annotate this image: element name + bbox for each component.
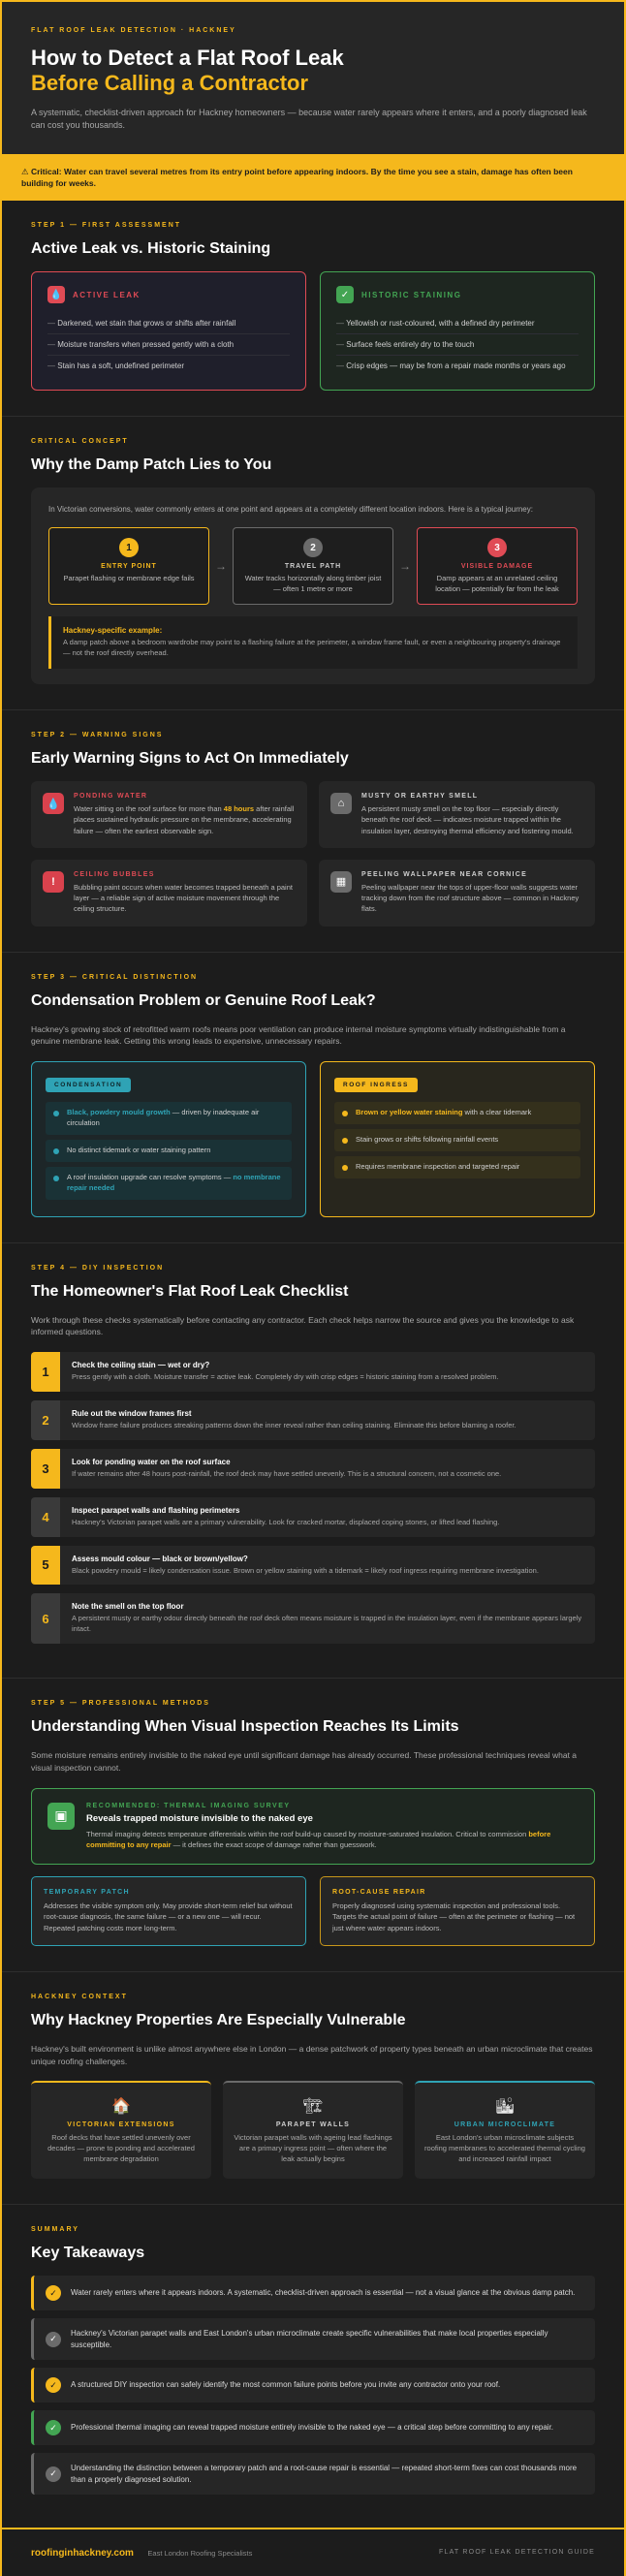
checklist-item-title: Look for ponding water on the roof surface bbox=[72, 1457, 231, 1466]
concept-kicker: CRITICAL CONCEPT bbox=[31, 438, 129, 446]
list-item: — Crisp edges — may be from a repair made months or years ago bbox=[336, 356, 579, 376]
critical-alert-banner: ⚠ Critical: Water can travel several metres from its entry point before appearing indoors. By the time you see a stain, damage has often been building for weeks. bbox=[2, 154, 624, 202]
checklist-item bbox=[31, 1449, 595, 1489]
step-number: 2 bbox=[303, 538, 323, 557]
warning-title: PEELING WALLPAPER NEAR CORNICE bbox=[361, 870, 528, 878]
list-item: Stain grows or shifts following rainfall events bbox=[334, 1129, 580, 1151]
bullet-dot-icon bbox=[342, 1111, 348, 1116]
context-card-title: VICTORIAN EXTENSIONS bbox=[67, 2121, 175, 2129]
context-card-title: PARAPET WALLS bbox=[275, 2121, 351, 2129]
warnings-title: Early Warning Signs to Act On Immediately bbox=[31, 750, 349, 768]
step-title: VISIBLE DAMAGE bbox=[460, 563, 534, 571]
takeaway-item bbox=[31, 2368, 595, 2403]
takeaway-item bbox=[31, 2318, 595, 2360]
warnings-kicker: STEP 2 — WARNING SIGNS bbox=[31, 732, 164, 739]
root-cause-desc: Properly diagnosed using systematic inspection and professional tools. Targets the actual point of failure — often at the perimeter or flashing — not just where water appears indoors. bbox=[332, 1901, 576, 1932]
check-icon: ✓ bbox=[46, 2466, 61, 2482]
step-desc: Water tracks horizontally along timber joist — often 1 metre or more bbox=[244, 574, 382, 593]
bullet-dot-icon bbox=[53, 1111, 59, 1116]
checklist-item bbox=[31, 1400, 595, 1440]
check-icon: ✓ bbox=[46, 2420, 61, 2435]
root-cause-card bbox=[320, 1876, 595, 1946]
arrow-right-icon: → bbox=[399, 559, 411, 574]
checklist-number: 6 bbox=[31, 1593, 60, 1644]
city-icon: 🏙 bbox=[494, 2098, 516, 2116]
context-card-desc: Victorian parapet walls with ageing lead flashings are a primary ingress point — often where the leak actually begins bbox=[234, 2133, 392, 2164]
step-title: ENTRY POINT bbox=[101, 563, 157, 571]
checklist-item bbox=[31, 1497, 595, 1537]
active-leak-label: ACTIVE LEAK bbox=[73, 290, 141, 299]
historic-staining-card bbox=[320, 271, 595, 391]
check-icon: ✓ bbox=[46, 2377, 61, 2393]
footer-brand-link[interactable]: roofinginhackney.com bbox=[31, 2548, 134, 2560]
concept-title: Why the Damp Patch Lies to You bbox=[31, 456, 272, 474]
takeaway-text: Water rarely enters where it appears indoors. A systematic, checklist-driven approach is essential — not a visual glance at the obvious damp patch. bbox=[71, 2288, 576, 2298]
footer bbox=[2, 2528, 624, 2576]
checklist-item-title: Inspect parapet walls and flashing perimeters bbox=[72, 1505, 240, 1515]
concept-intro: In Victorian conversions, water commonly enters at one point and appears at a completely different location indoors. Here is a typical journey: bbox=[48, 505, 533, 515]
takeaway-text: Hackney's Victorian parapet walls and East London's urban microclimate create specific vulnerabilities that make local properties especially susceptible. bbox=[71, 2329, 548, 2349]
warning-desc: Peeling wallpaper near the tops of upper-floor walls suggests water tracking down from the roof structure above — common in Hackney flats. bbox=[361, 882, 579, 914]
water-journey-panel bbox=[31, 487, 595, 684]
context-section bbox=[2, 1972, 624, 2205]
condensation-section bbox=[2, 953, 624, 1243]
context-lead: Hackney's built environment is unlike almost anywhere else in London — a dense patchwork of property types beneath an urban microclimate that creates unique roofing challenges. bbox=[31, 2043, 593, 2066]
condensation-card bbox=[31, 1061, 306, 1216]
thermal-imaging-card bbox=[31, 1788, 595, 1866]
context-card-desc: Roof decks that have settled unevenly over decades — prone to ponding and accelerated membrane degradation bbox=[47, 2133, 195, 2164]
context-title: Why Hackney Properties Are Especially Vulnerable bbox=[31, 2011, 406, 2028]
warning-title: MUSTY OR EARTHY SMELL bbox=[361, 793, 479, 801]
wallpaper-icon: ▦ bbox=[330, 871, 352, 893]
footer-guide-label: FLAT ROOF LEAK DETECTION GUIDE bbox=[439, 2548, 595, 2556]
footer-tagline: East London Roofing Specialists bbox=[147, 2549, 253, 2559]
house-icon: ⌂ bbox=[330, 793, 352, 814]
title-main: How to Detect a Flat Roof Leak bbox=[31, 46, 344, 70]
checklist-item-title: Check the ceiling stain — wet or dry? bbox=[72, 1361, 210, 1370]
warning-signs-section bbox=[2, 710, 624, 953]
warning-card-smell bbox=[319, 781, 595, 848]
title-accent: Before Calling a Contractor bbox=[31, 71, 309, 96]
step1-kicker: STEP 1 — FIRST ASSESSMENT bbox=[31, 222, 182, 230]
step1-section bbox=[2, 201, 624, 417]
checklist-section bbox=[2, 1243, 624, 1680]
list-item: A roof insulation upgrade can resolve symptoms — no membrane repair needed bbox=[46, 1167, 292, 1200]
hackney-example-callout bbox=[48, 616, 578, 669]
roof-ingress-pill: ROOF INGRESS bbox=[334, 1078, 418, 1092]
warning-card-bubbles bbox=[31, 860, 307, 927]
checklist-item bbox=[31, 1352, 595, 1392]
context-card-title: URBAN MICROCLIMATE bbox=[454, 2121, 556, 2129]
historic-staining-label: HISTORIC STAINING bbox=[361, 290, 462, 299]
alert-icon: ! bbox=[43, 871, 64, 893]
list-item: — Surface feels entirely dry to the touch bbox=[336, 334, 579, 356]
warning-desc: A persistent musty smell on the top floor — especially directly beneath the roof deck — indicates moisture trapped within the insulation layer, destroying thermal efficiency and fostering mould. bbox=[361, 804, 574, 835]
step-desc: Damp appears at an unrelated ceiling location — potentially far from the leak bbox=[435, 574, 559, 593]
condensation-kicker: STEP 3 — CRITICAL DISTINCTION bbox=[31, 973, 199, 981]
active-leak-card bbox=[31, 271, 306, 391]
warning-title: CEILING BUBBLES bbox=[74, 870, 155, 878]
temporary-patch-desc: Addresses the visible symptom only. May provide short-term relief but without root-cause diagnosis, the same failure — or a new one — will recur. Repeated patching costs more long-term. bbox=[44, 1901, 293, 1932]
parapet-walls-card bbox=[223, 2081, 403, 2179]
example-title: Hackney-specific example: bbox=[63, 626, 163, 636]
urban-microclimate-card bbox=[415, 2081, 595, 2179]
condensation-title: Condensation Problem or Genuine Roof Leak? bbox=[31, 991, 376, 1009]
takeaway-text: A structured DIY inspection can safely identify the most common failure points before you invite any contractor onto your roof. bbox=[71, 2380, 501, 2390]
warning-desc: Water sitting on the roof surface for more than 48 hours after rainfall places sustained hydraulic pressure on the membrane, accelerating failure — often the earliest observable sign. bbox=[74, 804, 295, 835]
warning-title: PONDING WATER bbox=[74, 793, 148, 801]
summary-section bbox=[2, 2205, 624, 2528]
takeaway-text: Understanding the distinction between a temporary patch and a root-cause repair is essential — repeated short-term fixes can cost thousands more than a properly diagnosed solution. bbox=[71, 2464, 578, 2484]
check-icon: ✓ bbox=[46, 2285, 61, 2301]
checklist-item-title: Assess mould colour — black or brown/yellow? bbox=[72, 1554, 248, 1563]
context-card-desc: East London's urban microclimate subjects roofing membranes to accelerated thermal cycling and increased rainfall impact bbox=[424, 2133, 585, 2164]
checklist-kicker: STEP 4 — DIY INSPECTION bbox=[31, 1264, 165, 1272]
warning-card-ponding bbox=[31, 781, 307, 848]
hero-subtitle: A systematic, checklist-driven approach for Hackney homeowners — because water rarely appears where it enters, and a poorly diagnosed leak can cost you thousands. bbox=[31, 107, 587, 131]
checkmark-icon: ✓ bbox=[336, 286, 354, 303]
checklist-item bbox=[31, 1546, 595, 1586]
checklist-number: 5 bbox=[31, 1546, 60, 1586]
takeaway-item bbox=[31, 2276, 595, 2310]
hero bbox=[2, 2, 624, 154]
list-item: — Yellowish or rust-coloured, with a defined dry perimeter bbox=[336, 313, 579, 334]
condensation-lead: Hackney's growing stock of retrofitted warm roofs means poor ventilation can produce internal moisture symptoms virtually indistinguishable from a genuine membrane leak. Getting this wrong leads to expensive, unnecessary repairs. bbox=[31, 1023, 566, 1047]
condensation-pill: CONDENSATION bbox=[46, 1078, 131, 1092]
checklist-item-desc: Black powdery mould = likely condensation issue. Brown or yellow staining with a tidemark = likely roof ingress requiring membrane investigation. bbox=[72, 1565, 539, 1575]
checklist-number: 4 bbox=[31, 1497, 60, 1537]
checklist-item-desc: Window frame failure produces streaking patterns down the inner reveal rather than ceiling staining. Eliminate this before blaming a roofer. bbox=[72, 1420, 516, 1429]
concept-section bbox=[2, 417, 624, 710]
list-item: Black, powdery mould growth — driven by inadequate air circulation bbox=[46, 1102, 292, 1135]
victorian-extensions-card bbox=[31, 2081, 211, 2179]
step-number: 3 bbox=[487, 538, 507, 557]
arrow-right-icon: → bbox=[215, 559, 227, 574]
entry-point-box bbox=[48, 527, 209, 605]
checklist-number: 2 bbox=[31, 1400, 60, 1440]
takeaway-text: Professional thermal imaging can reveal trapped moisture entirely invisible to the naked eye — a critical step before committing to any repair. bbox=[71, 2423, 554, 2433]
visible-damage-box bbox=[417, 527, 578, 605]
bullet-dot-icon bbox=[342, 1165, 348, 1171]
list-item: — Moisture transfers when pressed gently with a cloth bbox=[47, 334, 290, 356]
temporary-patch-title: TEMPORARY PATCH bbox=[44, 1889, 130, 1897]
water-drop-icon: 💧 bbox=[43, 793, 64, 814]
temporary-patch-card bbox=[31, 1876, 306, 1946]
thermal-kicker: RECOMMENDED: THERMAL IMAGING SURVEY bbox=[86, 1802, 291, 1809]
bullet-dot-icon bbox=[342, 1138, 348, 1144]
checklist-item-desc: If water remains after 48 hours post-rainfall, the roof deck may have settled unevenly. This is a structural concern, not a cosmetic one. bbox=[72, 1468, 502, 1478]
takeaway-item bbox=[31, 2453, 595, 2495]
water-journey-flow bbox=[48, 527, 578, 605]
step-title: TRAVEL PATH bbox=[284, 563, 342, 571]
step1-title: Active Leak vs. Historic Staining bbox=[31, 240, 271, 258]
warning-card-wallpaper bbox=[319, 860, 595, 927]
context-kicker: HACKNEY CONTEXT bbox=[31, 1993, 128, 2000]
check-icon: ✓ bbox=[46, 2332, 61, 2347]
checklist-lead: Work through these checks systematically before contacting any contractor. Each check helps narrow the source and gives you the knowledge to ask informed questions. bbox=[31, 1314, 575, 1337]
list-item: No distinct tidemark or water staining pattern bbox=[46, 1140, 292, 1162]
professional-lead: Some moisture remains entirely invisible to the naked eye until significant damage has already occurred. These professional techniques reveal what a visual inspection cannot. bbox=[31, 1750, 578, 1773]
list-item: — Darkened, wet stain that grows or shifts after rainfall bbox=[47, 313, 290, 334]
checklist-item-desc: Press gently with a cloth. Moisture transfer = active leak. Completely dry with crisp edges = historic staining from a resolved problem. bbox=[72, 1372, 499, 1382]
construction-icon: 🏗 bbox=[302, 2098, 324, 2116]
checklist-number: 1 bbox=[31, 1352, 60, 1392]
takeaway-item bbox=[31, 2410, 595, 2445]
thermal-title: Reveals trapped moisture invisible to the naked eye bbox=[86, 1812, 313, 1824]
warning-desc: Bubbling paint occurs when water becomes trapped beneath a paint layer — a reliable sign of active moisture movement through the ceiling structure. bbox=[74, 882, 293, 914]
checklist-number: 3 bbox=[31, 1449, 60, 1489]
monitor-icon: ▣ bbox=[47, 1803, 75, 1830]
summary-kicker: SUMMARY bbox=[31, 2226, 79, 2234]
water-drop-icon: 💧 bbox=[47, 286, 65, 303]
travel-path-box bbox=[233, 527, 393, 605]
checklist-item-title: Note the smell on the top floor bbox=[72, 1602, 184, 1612]
professional-title: Understanding When Visual Inspection Reaches Its Limits bbox=[31, 1718, 459, 1736]
checklist-item-desc: A persistent musty or earthy odour directly beneath the roof deck often means moisture is trapped in the insulation layer, even if the membrane appears largely intact. bbox=[72, 1614, 582, 1634]
list-item: Brown or yellow water staining with a clear tidemark bbox=[334, 1102, 580, 1124]
example-desc: A damp patch above a bedroom wardrobe may point to a flashing failure at the perimeter, a window frame fault, or even a neighbouring property's drainage — not the roof directly overhead. bbox=[63, 638, 561, 658]
bullet-dot-icon bbox=[53, 1176, 59, 1181]
house-icon: 🏠 bbox=[111, 2098, 131, 2116]
step-desc: Parapet flashing or membrane edge fails bbox=[63, 574, 195, 583]
list-item: — Stain has a soft, undefined perimeter bbox=[47, 356, 290, 376]
professional-kicker: STEP 5 — PROFESSIONAL METHODS bbox=[31, 1700, 210, 1708]
step-number: 1 bbox=[119, 538, 139, 557]
page-title bbox=[31, 46, 595, 97]
checklist-title: The Homeowner's Flat Roof Leak Checklist bbox=[31, 1282, 349, 1300]
professional-section bbox=[2, 1679, 624, 1972]
checklist-item-desc: Hackney's Victorian parapet walls are a primary vulnerability. Look for cracked mortar, displaced coping stones, or lifted lead flashing. bbox=[72, 1517, 500, 1526]
thermal-desc: Thermal imaging detects temperature differentials within the roof build-up caused by moisture-saturated insulation. Critical to commission before committing to any repair — it defines the exact scope of damage rather than guesswork. bbox=[86, 1829, 551, 1849]
checklist-item bbox=[31, 1593, 595, 1644]
summary-title: Key Takeaways bbox=[31, 2245, 145, 2262]
root-cause-title: ROOT-CAUSE REPAIR bbox=[332, 1889, 426, 1897]
hero-kicker: FLAT ROOF LEAK DETECTION · HACKNEY bbox=[31, 27, 236, 34]
list-item: Requires membrane inspection and targeted repair bbox=[334, 1156, 580, 1178]
roof-ingress-card bbox=[320, 1061, 595, 1216]
checklist-item-title: Rule out the window frames first bbox=[72, 1408, 192, 1418]
bullet-dot-icon bbox=[53, 1148, 59, 1154]
